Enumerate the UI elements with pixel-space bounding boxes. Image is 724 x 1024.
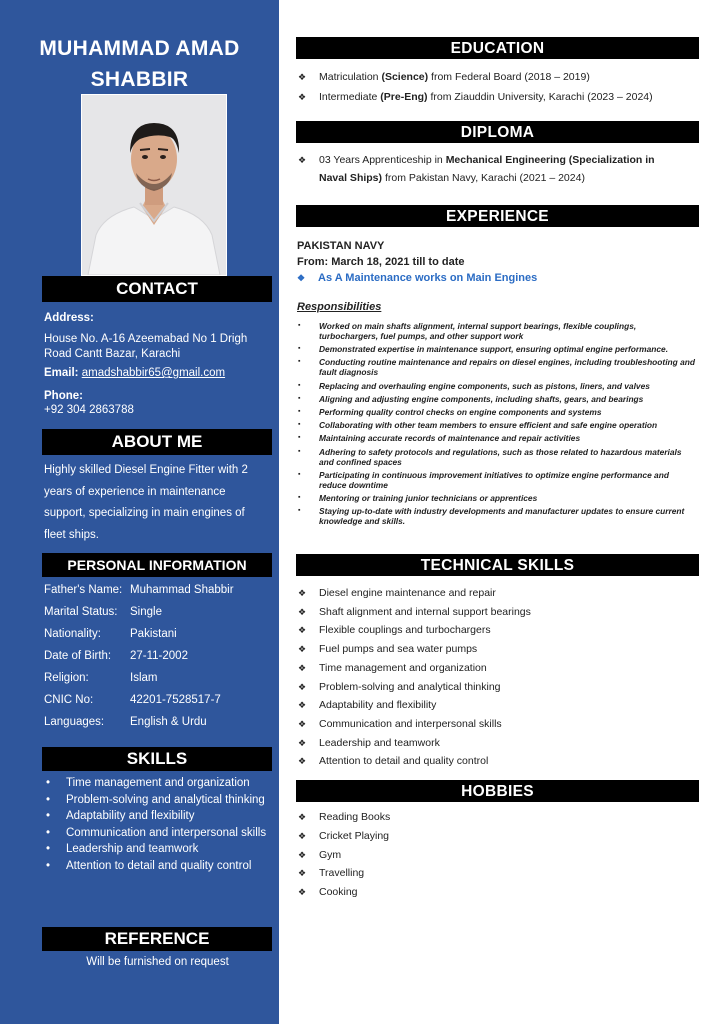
about-text: Highly skilled Diesel Engine Fitter with 2 years of experience in maintenance support, specializing in main engines of fleet ships. <box>44 464 248 541</box>
edu-text: Matriculation <box>319 71 382 83</box>
candidate-name <box>0 33 279 95</box>
list-item: • Adaptability and flexibility <box>44 808 272 825</box>
personal-value: Pakistani <box>130 628 177 640</box>
personal-value: 27-11-2002 <box>130 650 188 662</box>
address-line-1: House No. A-16 Azeemabad No 1 Drigh <box>44 333 248 345</box>
list-item <box>298 87 698 107</box>
personal-label: Father's Name: <box>44 584 123 596</box>
experience-dates: From: March 18, 2021 till to date <box>297 256 465 268</box>
list-item: ▪ Adhering to safety protocols and regulations, such as those related to hazardous materials and confined spaces <box>298 447 696 467</box>
edu-text: from Ziauddin University, Karachi (2023 – 2024) <box>427 91 653 103</box>
personal-info-heading: PERSONAL INFORMATION <box>42 553 272 577</box>
personal-label: CNIC No: <box>44 694 94 706</box>
personal-row-nationality <box>44 628 177 640</box>
person-portrait-icon <box>82 95 226 275</box>
list-item: ▪ Maintaining accurate records of maintenance and repair activities <box>298 433 696 443</box>
personal-row-dob <box>44 650 188 662</box>
personal-row-marital <box>44 606 162 618</box>
list-item: ❖ Gym <box>298 846 698 865</box>
list-item: • Communication and interpersonal skills <box>44 825 272 842</box>
edu-text: Intermediate <box>319 91 381 103</box>
personal-value: Muhammad Shabbir <box>130 584 234 596</box>
reference-heading: REFERENCE <box>42 927 272 951</box>
list-item: ▪ Conducting routine maintenance and repairs on diesel engines, including troubleshooting and fault diagnosis <box>298 357 696 377</box>
address-line-2: Road Cantt Bazar, Karachi <box>44 348 181 360</box>
list-item: ▪ Mentoring or training junior technicians or apprentices <box>298 493 696 503</box>
list-item: ❖ Communication and interpersonal skills <box>298 715 698 734</box>
education-heading: EDUCATION <box>296 37 699 59</box>
personal-label: Languages: <box>44 716 105 728</box>
about-heading: ABOUT ME <box>42 429 272 455</box>
list-item: ▪ Replacing and overhauling engine components, such as pistons, liners, and valves <box>298 381 696 391</box>
list-item: ❖ Reading Books <box>298 808 698 827</box>
name-line-2: SHABBIR <box>90 68 189 91</box>
experience-role <box>297 272 537 284</box>
personal-label: Nationality: <box>44 628 101 640</box>
technical-skills-list <box>298 584 698 771</box>
responsibilities-heading: Responsibilities <box>297 301 382 313</box>
list-item: ❖ Shaft alignment and internal support bearings <box>298 603 698 622</box>
skills-list <box>44 775 272 874</box>
email-link[interactable]: amadshabbir65@gmail.com <box>81 367 226 379</box>
list-item: ❖ Flexible couplings and turbochargers <box>298 621 698 640</box>
list-item: • Attention to detail and quality control <box>44 858 272 875</box>
reference-text: Will be furnished on request <box>86 956 229 968</box>
list-item: ▪ Staying up-to-date with industry developments and manufacturer updates to ensure current knowledge and skills. <box>298 506 696 526</box>
diploma-text: 03 Years Apprenticeship in <box>319 154 446 166</box>
list-item: ❖ Diesel engine maintenance and repair <box>298 584 698 603</box>
personal-value: English & Urdu <box>130 716 207 728</box>
list-item <box>298 67 698 87</box>
list-item: ❖ Leadership and teamwork <box>298 734 698 753</box>
contact-heading: CONTACT <box>42 276 272 302</box>
personal-label: Date of Birth: <box>44 650 112 662</box>
diploma-heading: DIPLOMA <box>296 121 699 143</box>
phone-value: +92 304 2863788 <box>44 404 134 416</box>
list-item: ❖ Cooking <box>298 883 698 902</box>
list-item: ❖ Cricket Playing <box>298 827 698 846</box>
list-item: ▪ Aligning and adjusting engine components, including shafts, gears, and bearings <box>298 394 696 404</box>
edu-bold: (Science) <box>381 71 429 83</box>
list-item: ▪ Demonstrated expertise in maintenance support, ensuring optimal engine performance. <box>298 344 696 354</box>
experience-heading: EXPERIENCE <box>296 205 699 227</box>
diploma-text: from Pakistan Navy, Karachi (2021 – 2024) <box>382 172 585 184</box>
edu-text: from Federal Board (2018 – 2019) <box>428 71 590 83</box>
diploma-bold: Mechanical Engineering (Specialization in Naval Ships) <box>319 154 655 184</box>
personal-row-father <box>44 584 234 596</box>
name-line-1: MUHAMMAD AMAD <box>39 37 240 60</box>
skills-heading: SKILLS <box>42 747 272 771</box>
list-item: ▪ Participating in continuous improvement initiatives to optimize engine performance and reduce downtime <box>298 470 696 490</box>
hobbies-heading: HOBBIES <box>296 780 699 802</box>
list-item: ❖ Travelling <box>298 864 698 883</box>
list-item: ❖ Attention to detail and quality control <box>298 752 698 771</box>
list-item: ▪ Collaborating with other team members to ensure efficient and safe engine operation <box>298 420 696 430</box>
personal-label: Religion: <box>44 672 89 684</box>
personal-value: Single <box>130 606 162 618</box>
diploma-list <box>298 151 678 187</box>
personal-row-languages <box>44 716 207 728</box>
technical-skills-heading: TECHNICAL SKILLS <box>296 554 699 576</box>
experience-org: PAKISTAN NAVY <box>297 240 385 252</box>
education-list <box>298 67 698 107</box>
edu-bold: (Pre-Eng) <box>380 91 428 103</box>
list-item: ❖ Time management and organization <box>298 659 698 678</box>
email-row <box>44 366 269 381</box>
list-item: • Time management and organization <box>44 775 272 792</box>
list-item: ❖ Problem-solving and analytical thinking <box>298 678 698 697</box>
diamond-bullet-icon: ❖ <box>297 273 306 283</box>
hobbies-list <box>298 808 698 902</box>
email-label: Email: <box>44 367 79 379</box>
list-item: ▪ Worked on main shafts alignment, internal support bearings, flexible couplings, turbochargers, fuel pumps, and other support work <box>298 321 696 341</box>
profile-photo <box>81 94 227 276</box>
list-item: • Leadership and teamwork <box>44 841 272 858</box>
address-label: Address: <box>44 312 94 324</box>
personal-row-cnic <box>44 694 221 706</box>
personal-value: 42201-7528517-7 <box>130 694 221 706</box>
list-item: • Problem-solving and analytical thinking <box>44 792 272 809</box>
sidebar <box>0 0 279 1024</box>
list-item: ▪ Performing quality control checks on engine components and systems <box>298 407 696 417</box>
list-item: ❖ Fuel pumps and sea water pumps <box>298 640 698 659</box>
experience-role-text: As A Maintenance works on Main Engines <box>318 272 538 284</box>
list-item <box>298 151 678 187</box>
personal-label: Marital Status: <box>44 606 118 618</box>
responsibilities-list <box>298 321 696 529</box>
personal-value: Islam <box>130 672 158 684</box>
list-item: ❖ Adaptability and flexibility <box>298 696 698 715</box>
personal-row-religion <box>44 672 157 684</box>
phone-label: Phone: <box>44 390 83 402</box>
